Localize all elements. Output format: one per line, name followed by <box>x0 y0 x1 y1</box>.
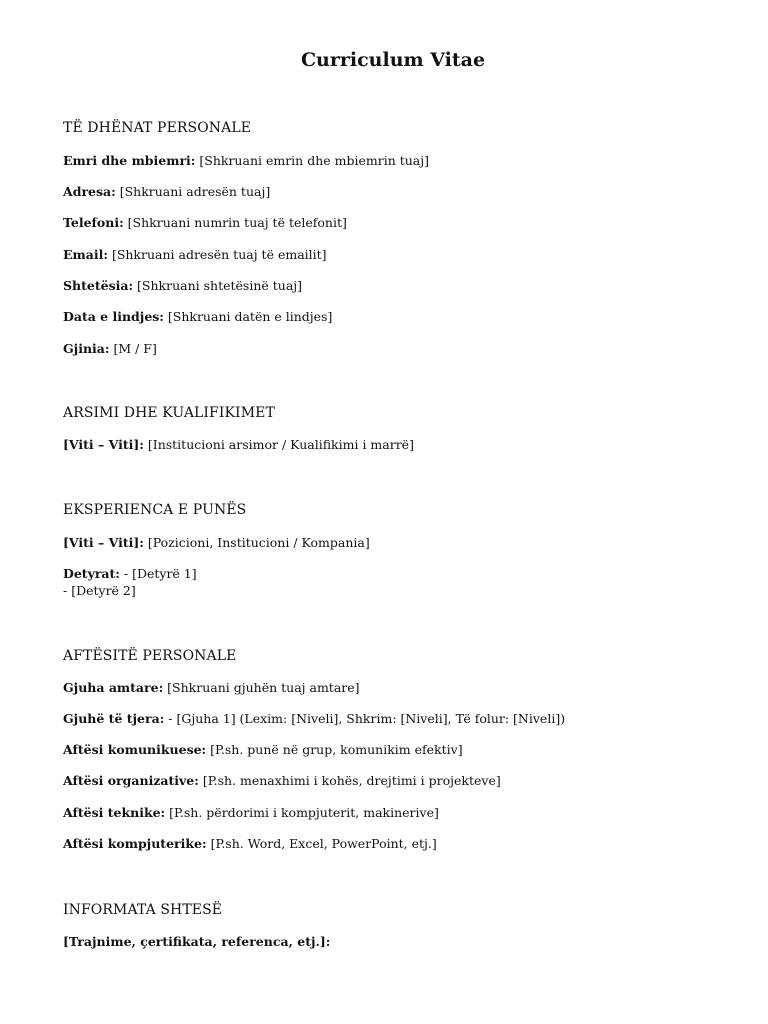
field-experience-period <box>63 534 370 552</box>
field-label: Gjinia: <box>63 341 110 356</box>
field-label: [Trajnime, çertifikata, referenca, etj.]: <box>63 934 331 949</box>
field-value: [P.sh. përdorimi i kompjuterit, makinerive] <box>165 805 439 820</box>
field-label: Aftësi kompjuterike: <box>63 836 207 851</box>
field-label: Data e lindjes: <box>63 309 164 324</box>
field-value: [Institucioni arsimor / Kualifikimi i marrë] <box>143 437 414 452</box>
field-label: Aftësi komunikuese: <box>63 742 207 757</box>
field-value: [Shkruani emrin dhe mbiemrin tuaj] <box>195 153 430 168</box>
field-value: [P.sh. Word, Excel, PowerPoint, etj.] <box>206 836 437 851</box>
field-label: Emri dhe mbiemri: <box>63 153 196 168</box>
section-heading-education: ARSIMI DHE KUALIFIKIMET <box>63 405 275 421</box>
field-gender <box>63 340 157 358</box>
duty-item: - [Detyrë 1] <box>119 566 197 581</box>
field-additional-info <box>63 933 330 951</box>
field-value: [P.sh. punë në grup, komunikim efektiv] <box>206 742 463 757</box>
field-value: [Shkruani numrin tuaj të telefonit] <box>123 215 347 230</box>
field-label: Aftësi organizative: <box>63 773 199 788</box>
field-technical-skills <box>63 804 439 822</box>
field-organizational-skills <box>63 772 501 790</box>
field-mother-tongue <box>63 679 360 697</box>
field-communication-skills <box>63 741 463 759</box>
field-value: [Pozicioni, Institucioni / Kompania] <box>143 535 370 550</box>
field-label: [Viti – Viti]: <box>63 535 144 550</box>
field-label: [Viti – Viti]: <box>63 437 144 452</box>
field-address <box>63 183 270 201</box>
field-full-name <box>63 152 429 170</box>
field-duties <box>63 565 197 583</box>
duty-item: - [Detyrë 2] <box>63 583 136 598</box>
field-email <box>63 246 327 264</box>
field-birth-date <box>63 308 332 326</box>
field-label: Telefoni: <box>63 215 124 230</box>
field-other-languages <box>63 710 565 728</box>
field-education-period <box>63 436 414 454</box>
field-label: Shtetësia: <box>63 278 134 293</box>
field-label: Adresa: <box>63 184 116 199</box>
field-value: - [Gjuha 1] (Lexim: [Niveli], Shkrim: [Niveli], Të folur: [Niveli]) <box>164 711 566 726</box>
field-value: [Shkruani adresën tuaj] <box>115 184 271 199</box>
field-value: [Shkruani shtetësinë tuaj] <box>133 278 303 293</box>
field-value: [M / F] <box>109 341 157 356</box>
section-heading-additional: INFORMATA SHTESË <box>63 902 223 918</box>
field-value: [Shkruani adresën tuaj të emailit] <box>107 247 327 262</box>
field-phone <box>63 214 347 232</box>
field-label: Gjuha amtare: <box>63 680 164 695</box>
section-heading-personal: TË DHËNAT PERSONALE <box>63 120 252 136</box>
field-value: [P.sh. menaxhimi i kohës, drejtimi i projekteve] <box>198 773 501 788</box>
field-value: [Shkruani gjuhën tuaj amtare] <box>163 680 360 695</box>
field-nationality <box>63 277 302 295</box>
document-title: Curriculum Vitae <box>300 49 486 71</box>
field-label: Gjuhë të tjera: <box>63 711 165 726</box>
section-heading-experience: EKSPERIENCA E PUNËS <box>63 502 247 518</box>
field-label: Aftësi teknike: <box>63 805 166 820</box>
field-label: Email: <box>63 247 108 262</box>
field-label: Detyrat: <box>63 566 120 581</box>
field-value: [Shkruani datën e lindjes] <box>163 309 333 324</box>
section-heading-skills: AFTËSITË PERSONALE <box>63 648 237 664</box>
field-computer-skills <box>63 835 437 853</box>
